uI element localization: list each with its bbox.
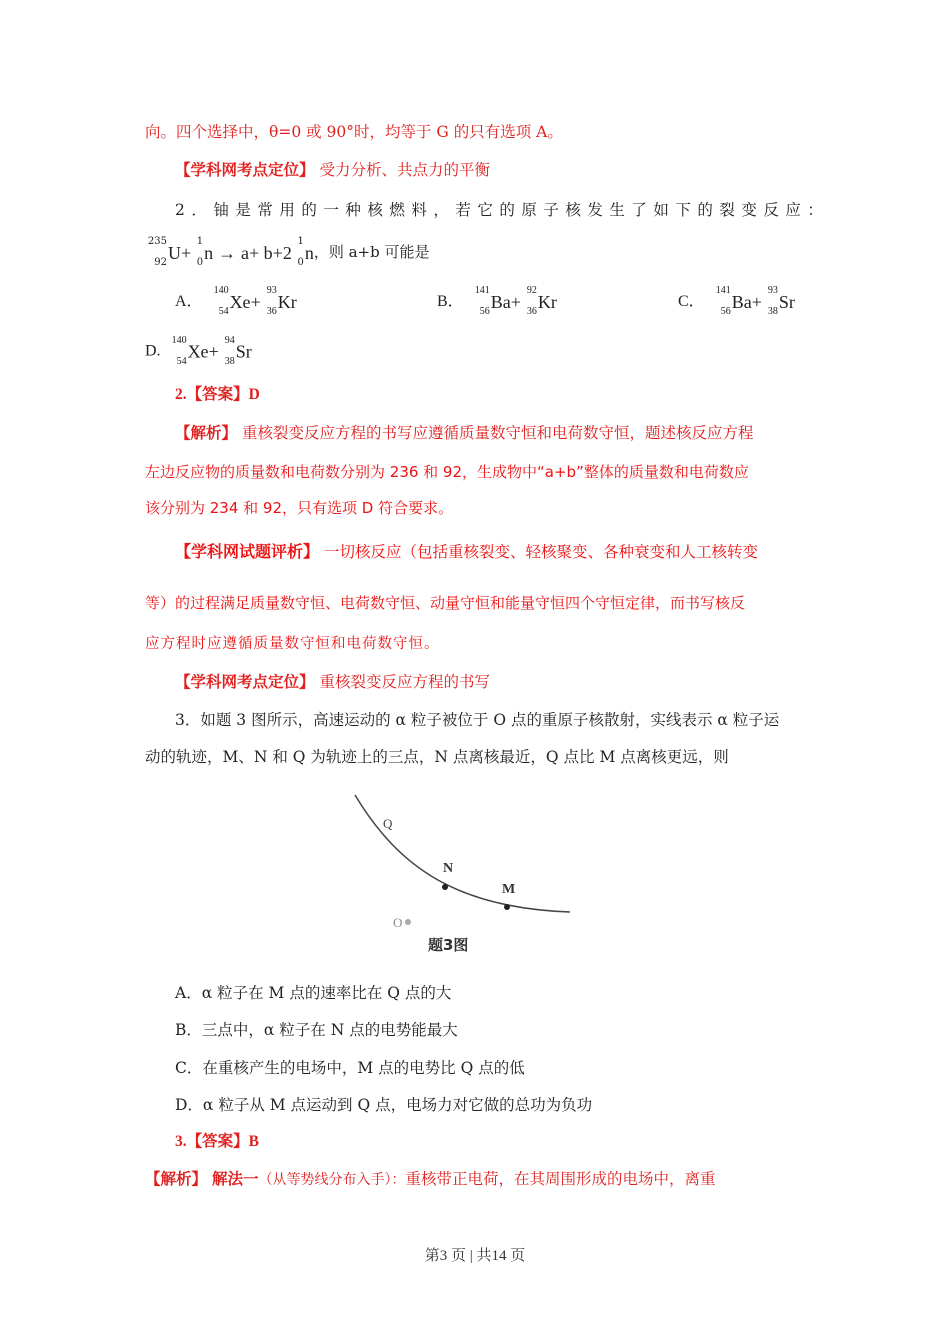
q2-stem: 2．铀是常用的一种核燃料，若它的原子核发生了如下的裂变反应： — [175, 201, 830, 219]
q2-review-line-3: 应方程时应遵循质量数守恒和电荷数守恒。 — [145, 636, 440, 652]
figure-3 — [340, 790, 580, 960]
svg-text:O: O — [393, 915, 403, 930]
q2-answer: 2.【答案】D — [175, 386, 260, 403]
q2-equation: 235 92 U+ 1 0 n → a+ b+2 1 0 n，则 a+b 可能是 — [145, 237, 429, 267]
q1-location — [175, 160, 490, 180]
q2-option-a: A． 140 54 Xe+ 93 36 Kr — [175, 285, 297, 318]
q2-option-c: C． 141 56 Ba+ 93 38 Sr — [678, 285, 795, 318]
q3-option-d: D．α 粒子从 M 点运动到 Q 点，电场力对它做的总功为负功 — [175, 1096, 593, 1114]
page-footer: 第3 页 | 共14 页 — [424, 1248, 526, 1264]
svg-text:Q: Q — [383, 816, 393, 831]
q2-option-b: B． 141 56 Ba+ 92 36 Kr — [437, 285, 557, 318]
isotope-n1: 1 0 — [196, 236, 204, 268]
q2-review-line-1: 【学科网试题评析】 一切核反应（包括重核裂变、轻核聚变、各种衰变和人工核转变 — [175, 542, 758, 561]
q3-stem-line-1: 3．如题 3 图所示，高速运动的 α 粒子被位于 O 点的重原子核散射，实线表示 α 粒子运 — [175, 711, 780, 729]
q2-location: 【学科网考点定位】 重核裂变反应方程的书写 — [175, 673, 490, 691]
location-tag: 【学科网考点定位】 — [175, 161, 315, 179]
svg-text:N: N — [443, 861, 454, 876]
q2-analysis-line-1: 【解析】 重核裂变反应方程的书写应遵循质量数守恒和电荷数守恒，题述核反应方程 — [175, 424, 754, 442]
isotope-u: 235 92 — [147, 236, 167, 268]
svg-text:题3图: 题3图 — [428, 936, 469, 954]
trajectory-diagram — [340, 790, 580, 960]
q3-stem-line-2: 动的轨迹，M、N 和 Q 为轨迹上的三点，N 点离核最近，Q 点比 M 点离核更远，则 — [145, 748, 729, 766]
q3-option-c: C．在重核产生的电场中，M 点的电势比 Q 点的低 — [175, 1059, 525, 1077]
q3-option-a: A．α 粒子在 M 点的速率比在 Q 点的大 — [175, 984, 452, 1002]
location-text: 受力分析、共点力的平衡 — [319, 161, 490, 179]
q3-option-b: B．三点中，α 粒子在 N 点的电势能最大 — [175, 1021, 458, 1039]
svg-text:M: M — [502, 882, 516, 897]
q3-analysis: 【解析】 解法一（从等势线分布入手）：重核带正电荷，在其周围形成的电场中，离重 — [145, 1170, 716, 1188]
q2-analysis-line-3: 该分别为 234 和 92，只有选项 D 符合要求。 — [145, 499, 454, 517]
intro-line: 向。四个选择中，θ=0 或 90°时，均等于 G 的只有选项 A。 — [145, 123, 563, 141]
q3-answer: 3.【答案】B — [175, 1133, 259, 1150]
isotope-n2: 1 0 — [297, 236, 304, 268]
q2-analysis-line-2: 左边反应物的质量数和电荷数分别为 236 和 92，生成物中“a+b”整体的质量数和电荷数应 — [145, 463, 749, 481]
q2-review-line-2: 等）的过程满足质量数守恒、电荷数守恒、动量守恒和能量守恒四个守恒定律，而书写核反 — [145, 594, 746, 612]
q2-option-d: D. 140 54 Xe+ 94 38 Sr — [145, 335, 252, 367]
